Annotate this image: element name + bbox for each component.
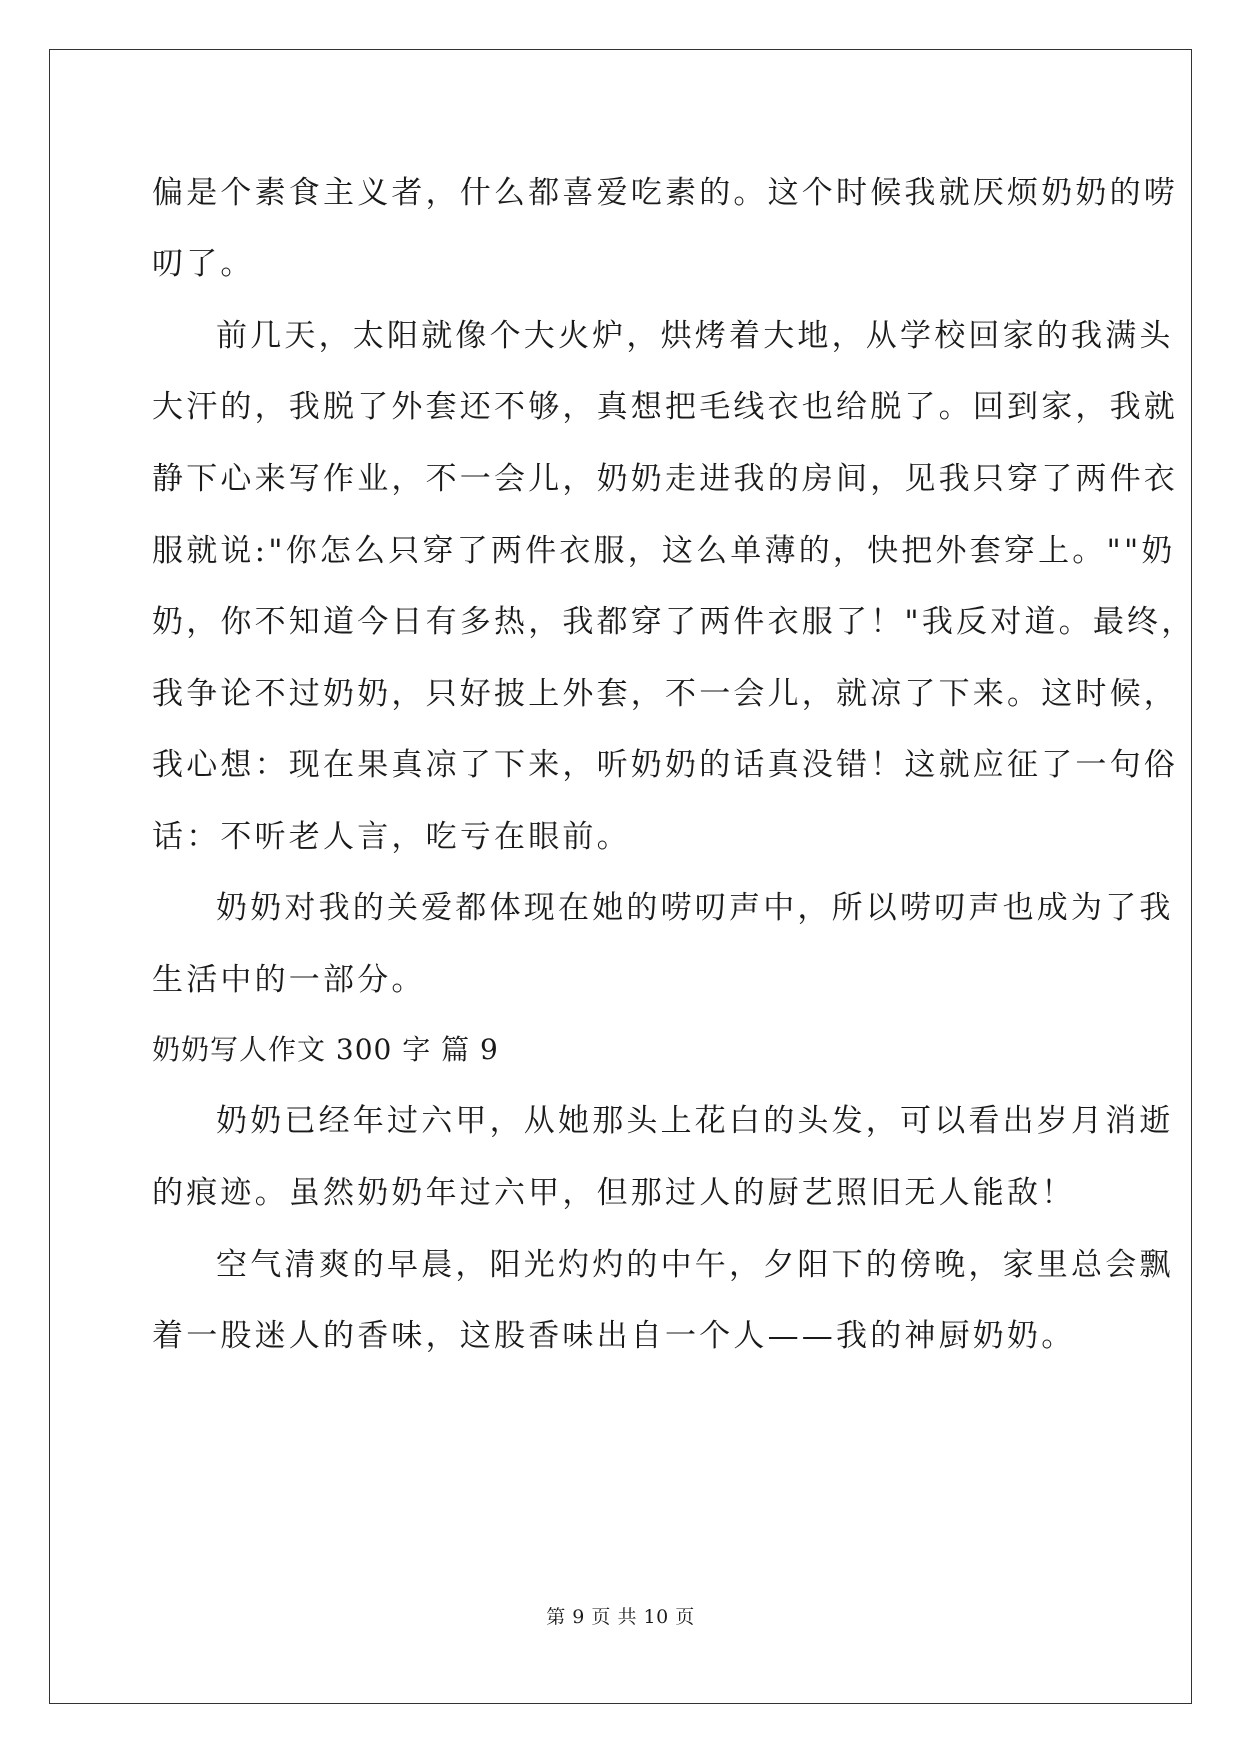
text-line: 生活中的一部分。 — [152, 962, 426, 998]
text-line: 前几天，太阳就像个大火炉，烘烤着大地，从学校回家的我满头 — [216, 318, 1174, 354]
section-heading: 奶奶写人作文 300 字 篇 9 — [152, 1033, 499, 1066]
text-line: 服就说:"你怎么只穿了两件衣服，这么单薄的，快把外套穿上。""奶 — [152, 533, 1176, 569]
text-line: 我心想：现在果真凉了下来，听奶奶的话真没错！这就应征了一句俗 — [152, 747, 1178, 783]
text-line: 奶奶对我的关爱都体现在她的唠叨声中，所以唠叨声也成为了我 — [216, 890, 1174, 926]
page-border — [49, 49, 1192, 1704]
text-line: 奶奶已经年过六甲，从她那头上花白的头发，可以看出岁月消逝 — [216, 1103, 1174, 1139]
text-line: 奶，你不知道今日有多热，我都穿了两件衣服了！"我反对道。最终， — [152, 604, 1196, 640]
text-line: 的痕迹。虽然奶奶年过六甲，但那过人的厨艺照旧无人能敌！ — [152, 1175, 1076, 1211]
text-line: 话：不听老人言，吃亏在眼前。 — [152, 819, 631, 855]
text-line: 空气清爽的早晨，阳光灼灼的中午，夕阳下的傍晚，家里总会飘 — [216, 1247, 1174, 1283]
text-line: 着一股迷人的香味，这股香味出自一个人——我的神厨奶奶。 — [152, 1318, 1076, 1354]
text-line: 静下心来写作业，不一会儿，奶奶走进我的房间，见我只穿了两件衣 — [152, 461, 1178, 497]
text-line: 大汗的，我脱了外套还不够，真想把毛线衣也给脱了。回到家，我就 — [152, 389, 1178, 425]
page-footer: 第 9 页 共 10 页 — [546, 1606, 695, 1628]
text-line: 我争论不过奶奶，只好披上外套，不一会儿，就凉了下来。这时候， — [152, 676, 1178, 712]
text-line: 叨了。 — [152, 246, 255, 282]
text-line: 偏是个素食主义者，什么都喜爱吃素的。这个时候我就厌烦奶奶的唠 — [152, 175, 1178, 211]
